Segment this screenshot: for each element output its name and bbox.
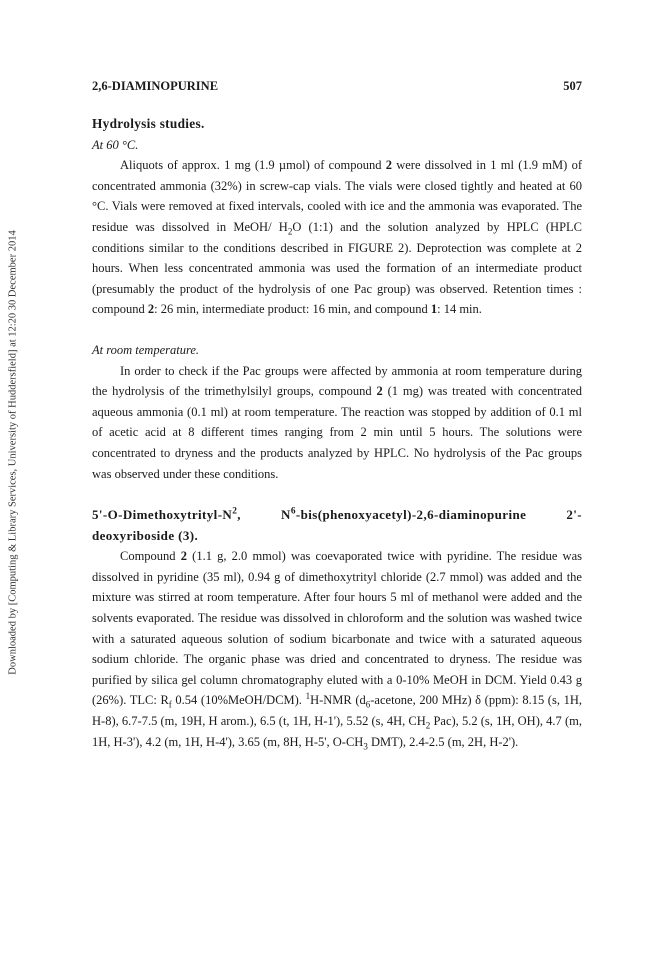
page-number: 507 [563,79,582,93]
paragraph-60c: Aliquots of approx. 1 mg (1.9 µmol) of compound 2 were dissolved in 1 ml (1.9 mM) of concentrated ammonia (32%) in screw-cap vials. The vials were closed tightly and heated at 60 °C. Vials were removed at fixed intervals, cooled with ice and the ammonia was evaporated. The residue was dissolved in MeOH/ $H_2O$ (1:1) and the solution analyzed by HPLC (HPLC conditions similar to the conditions described in FIGURE 2). Deprotection was complete at 2 hours. When less concentrated ammonia was used the formation of an intermediate product (presumably the product of the hydrolysis of one Pac group) was observed. Retention times : compound 2: 26 min, intermediate product: 16 min, and compound 1: 14 min. [92,158,582,317]
paragraph-room-temp: In order to check if the Pac groups were affected by ammonia at room temperature during the hydrolysis of the trimethylsilyl groups, compound 2 (1 mg) was treated with concentrated aqueous ammonia (0.1 ml) at room temperature. The reaction was stopped by addition of 0.1 ml of acetic acid at 8 different times ranging from 2 min until 5 hours. The solutions were concentrated to dryness and the products analyzed by HPLC. No hydrolysis of the Pac groups was observed under these conditions. [92,363,583,481]
subsection-60c: At 60 °C. [92,137,139,152]
paragraph-synthesis: Compound 2 (1.1 g, 2.0 mmol) was coevaporated twice with pyridine. The residue was dissolved in pyridine (35 ml), 0.94 g of dimethoxytrityl chloride (2.7 mmol) was added and the mixture was stirred at room temperature. After four hours 5 ml of methanol were added and the solvents evaporated. The residue was dissolved in chloroform and the solution was washed twice with a saturated aqueous solution of sodium bicarbonate and twice with a saturated aqueous sodium chloride. The organic phase was dried and concentrated to dryness. The residue was purified by silica gel column chromatography eluted with a 0-10% MeOH in DCM. Yield 0.43 g (26%). TLC: $R_f$ 0.54 (10%MeOH/DCM). $^1$H-NMR ($d_6$-acetone, 200 MHz) δ (ppm): 8.15 (s, 1H, H-8), 6.7-7.5 (m, 19H, H arom.), 6.5 (t, 1H, H-1'), 5.52 (s, 4H, $CH_2$ Pac), 5.2 (s, 1H, OH), 4.7 (m, 1H, H-3'), 4.2 (m, 1H, H-4'), 3.65 (m, 8H, H-5', $O-CH_3$ DMT), 2.4-2.5 (m, 2H, H-2'). [92,549,582,752]
page-body [92,114,582,752]
running-header [92,79,582,94]
hydrolysis-heading: Hydrolysis studies. [92,116,205,131]
download-watermark-text: Downloaded by [Computing & Library Services, University of Huddersfield] at 12:20 30 December 2014 [7,230,19,675]
download-watermark [2,185,24,720]
subsection-room-temp: At room temperature. [92,342,200,357]
running-title: 2,6-DIAMINOPURINE [92,79,219,93]
compound-3-heading: $5'-O-Dimethoxytrityl-N^2$, $N^6-bis(phenoxyacetyl)-2,6$-diaminopurine 2'-deoxyriboside (3). [92,506,582,543]
